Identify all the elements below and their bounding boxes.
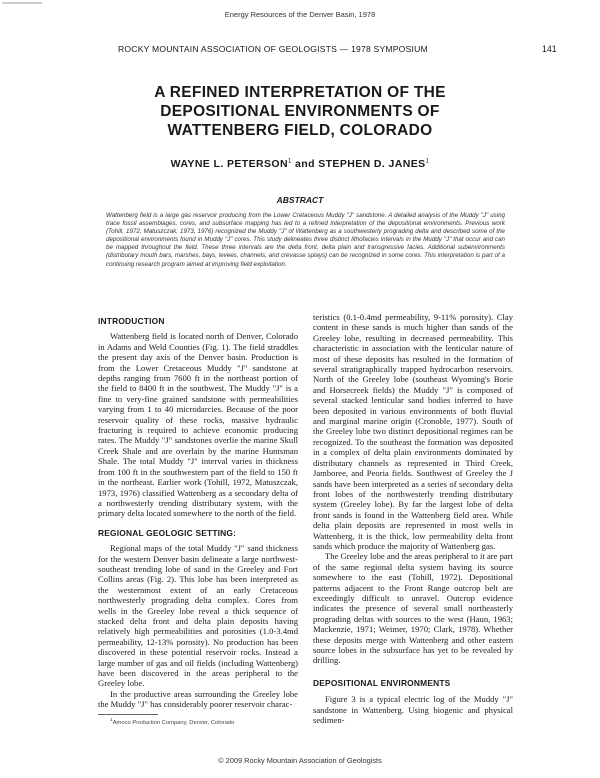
author-1-affiliation-marker: 1 bbox=[287, 158, 292, 165]
regional-paragraph-1: Regional maps of the total Muddy "J" sand thickness for the western Denver basin delineate a large northwest-southeast trending lobe of sand in the Greeley and Fort Collins areas (Fig. 2). This lobe has been interpreted as the westernmost extent of an early Cretaceous northwesterly prograding delta complex. Cores from wells in the Greeley lobe reveal a thick sequence of stacked delta front and delta plain deposits having relatively high permeabilities and porosities (1.0-3.4md permeability, 12-13% porosity). No production has been discovered in these potential reservoir rocks. Instead a large number of gas and oil fields (including Wattenberg) have been discovered in the areas peripheral to the Greeley lobe. bbox=[98, 543, 298, 689]
introduction-paragraph: Wattenberg field is located north of Denver, Colorado in Adams and Weld Counties (Fig. 1). The field straddles the present day axis of the Denver basin. Production is from the Lower Cretaceous Muddy "J" sandstone at depths ranging from 7600 ft in the northeast portion of the field to 8400 ft in the southwest. The Muddy "J" is a fine to very-fine grained sandstone with permeabilities varying from 1 to 40 microdarcies. Because of the poor reservoir quality of these rocks, massive hydraulic fracturing is required to achieve economic producing rates. The Muddy "J" sandstones overlie the marine Skull Creek Shale and are overlain by the marine Huntsman Shale. The total Muddy "J" interval varies in thickness from 100 ft in the southwestern part of the field to 150 ft in the northeast. Earlier work (Tohill, 1972, Matuszczak, 1973, 1976) classified Wattenberg as a secondary delta of a northwesterly trending distributary system, with the primary delta located somewhere to the north of the field. bbox=[98, 331, 298, 519]
affiliation-footnote bbox=[110, 718, 234, 726]
continuation-paragraph: teristics (0.1-0.4md permeability, 9-11% porosity). Clay content in these sands is much higher than sands of the Greeley lobe, resulting in decreased permeability. This characteristic in association with the lenticular nature of most of these deposits has resulted in the formation of several stratigraphically trapped hydrocarbon reservoirs. North of the Greeley lobe (southeast Wyoming's Borie and Horsecreek fields) the Muddy "J" is composed of several stacked lenticular sand bodies inferred to have been deposited in various environments of both fluvial and marginal marine origin (Cronoble, 1977). South of the Greeley lobe two distinct depositional regimes can be recognized. To the southeast the formation was deposited in a complex of delta plain environments dominated by distributary channels as represented in Third Creek, Jamboree, and Peoria fields. Southwest of Greeley the J sands have been interpreted as a series of secondary delta front lobes of the northwesterly trending distributary system (Greeley lobe). By far the largest lobe of delta front sands is found in the Wattenberg field area. While delta plain deposits are represented in most wells in Wattenberg, it is the thick, low permeability delta front sands which produce the majority of Wattenberg gas. bbox=[313, 312, 513, 551]
abstract-text: Wattenberg field is a large gas reservoir producing from the Lower Cretaceous Muddy "J" sandstone. A detailed analysis of the Muddy "J" using trace fossil assemblages, cores, and subsurface mapping has led to a refined interpretation of the depositional environments. Previous work (Tohill, 1972, Matuszczak, 1973, 1976) recognized the Muddy "J" of Wattenberg as a southwesterly prograding delta and described some of the depositional environments found in Muddy "J" cores. This study delineates three distinct lithofacies intervals in the Muddy "J" that occur and can be mapped throughout the field. These three intervals are the delta front, delta plain and transgressive facies. Additional subenvironments (distributary mouth bars, marshes, bays, levees, channels, and crevasse splays) can be recognized in some cores. This interpretation is part of a continuing research program aimed at improving field exploitation. bbox=[106, 212, 505, 268]
paper-title bbox=[0, 83, 600, 140]
footnote-text: Amoco Production Company, Denver, Colorado bbox=[112, 719, 235, 726]
depositional-environments-heading: DEPOSITIONAL ENVIRONMENTS bbox=[313, 677, 451, 688]
footnote-marker: 1 bbox=[110, 718, 113, 723]
right-column bbox=[313, 312, 513, 725]
abstract-heading: ABSTRACT bbox=[276, 195, 324, 205]
introduction-heading: INTRODUCTION bbox=[98, 316, 165, 326]
title-line-1: A REFINED INTERPRETATION OF THE bbox=[154, 84, 446, 101]
depositional-environments-paragraph: Figure 3 is a typical electric log of the Muddy "J" sandstone in Wattenberg. Using biogenic and physical sedimen- bbox=[313, 694, 513, 726]
copyright-notice: © 2009 Rocky Mountain Association of Geologists bbox=[218, 756, 382, 765]
left-column bbox=[98, 316, 298, 710]
greeley-lobe-paragraph: The Greeley lobe and the areas peripheral to it are part of the same regional delta system having its source somewhere to the east (Tohill, 1972). Depositional patterns adjacent to the Front Range outcrop belt are exceedingly difficult to unravel. Outcrop evidence indicates the presence of several small northeasterly prograding deltas with sources to the west (Haun, 1963; Mackenzie, 1971; Weimer, 1970; Clark, 1978). Whether these deposits merge with Wattenberg and other eastern source lobes in the subsurface has yet to be revealed by drilling. bbox=[313, 551, 513, 666]
title-line-3: WATTENBERG FIELD, COLORADO bbox=[167, 122, 433, 139]
page-number: 141 bbox=[542, 44, 557, 54]
author-line bbox=[0, 158, 600, 170]
author-conjunction: and bbox=[295, 158, 315, 170]
author-1: WAYNE L. PETERSON bbox=[170, 158, 288, 170]
title-line-2: DEPOSITIONAL ENVIRONMENTS OF bbox=[160, 103, 440, 120]
regional-setting-heading: REGIONAL GEOLOGIC SETTING: bbox=[98, 527, 237, 538]
footnote-rule bbox=[98, 714, 158, 715]
regional-paragraph-2: In the productive areas surrounding the Greeley lobe the Muddy "J" has considerably poorer reservoir charac- bbox=[98, 688, 298, 710]
author-2: STEPHEN D. JANES bbox=[318, 158, 426, 170]
author-2-affiliation-marker: 1 bbox=[425, 158, 430, 165]
running-head: ROCKY MOUNTAIN ASSOCIATION OF GEOLOGISTS — 1978 SYMPOSIUM bbox=[118, 44, 428, 54]
source-note: Energy Resources of the Denver Basin, 1978 bbox=[224, 10, 376, 19]
scan-edge-mark bbox=[2, 2, 42, 4]
